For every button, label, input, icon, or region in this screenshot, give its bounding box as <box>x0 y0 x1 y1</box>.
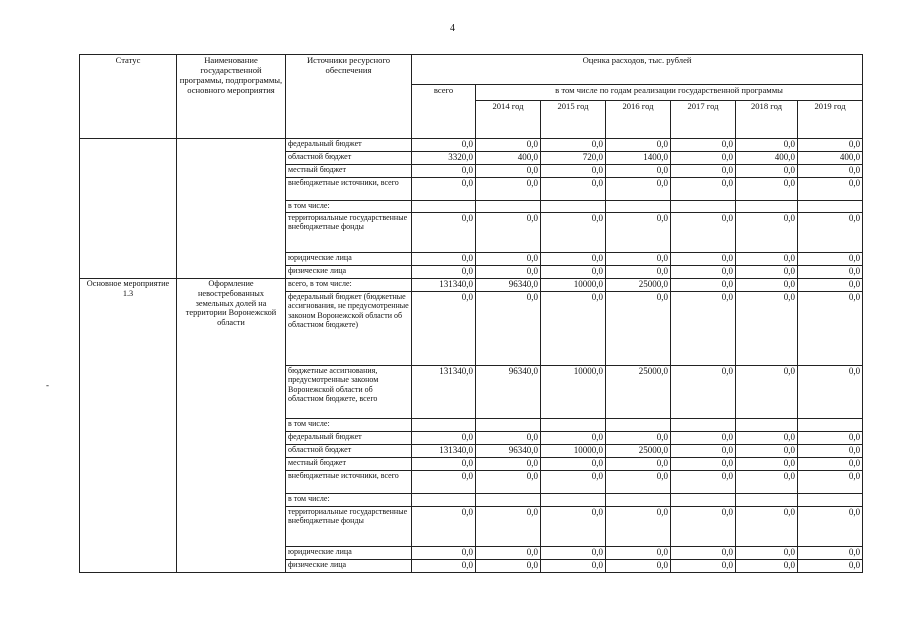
value-cell: 0,0 <box>736 292 798 366</box>
value-cell: 0,0 <box>541 507 606 547</box>
value-cell: 0,0 <box>541 139 606 152</box>
value-cell: 0,0 <box>606 165 671 178</box>
value-cell: 0,0 <box>476 213 541 253</box>
value-cell: 0,0 <box>541 432 606 445</box>
value-cell: 0,0 <box>798 279 863 292</box>
header-name: Наименование государственной программы, подпрограммы, основного мероприятия <box>177 55 286 139</box>
value-cell <box>671 419 736 432</box>
value-cell <box>736 419 798 432</box>
value-cell: 0,0 <box>671 292 736 366</box>
value-cell: 131340,0 <box>412 366 476 419</box>
value-cell: 0,0 <box>798 178 863 201</box>
source-cell: федеральный бюджет <box>286 432 412 445</box>
value-cell: 96340,0 <box>476 279 541 292</box>
value-cell: 0,0 <box>671 507 736 547</box>
value-cell: 0,0 <box>476 292 541 366</box>
value-cell <box>736 201 798 213</box>
value-cell: 0,0 <box>671 165 736 178</box>
value-cell <box>476 419 541 432</box>
value-cell: 0,0 <box>606 547 671 560</box>
header-year: 2014 год <box>476 101 541 139</box>
value-cell: 0,0 <box>736 560 798 573</box>
value-cell: 0,0 <box>671 266 736 279</box>
value-cell: 0,0 <box>541 292 606 366</box>
value-cell: 0,0 <box>798 458 863 471</box>
page-number: 4 <box>450 23 455 34</box>
value-cell: 0,0 <box>671 139 736 152</box>
value-cell: 0,0 <box>671 366 736 419</box>
source-cell: в том числе: <box>286 494 412 507</box>
value-cell: 0,0 <box>412 471 476 494</box>
value-cell: 0,0 <box>798 165 863 178</box>
value-cell: 0,0 <box>606 560 671 573</box>
source-cell: всего, в том числе: <box>286 279 412 292</box>
value-cell: 0,0 <box>476 471 541 494</box>
value-cell: 400,0 <box>798 152 863 165</box>
value-cell <box>606 494 671 507</box>
value-cell: 0,0 <box>476 432 541 445</box>
value-cell: 0,0 <box>412 507 476 547</box>
source-cell: в том числе: <box>286 201 412 213</box>
header-year: 2017 год <box>671 101 736 139</box>
value-cell: 0,0 <box>671 458 736 471</box>
value-cell: 0,0 <box>412 432 476 445</box>
value-cell: 0,0 <box>412 139 476 152</box>
program-name-cell <box>177 139 286 279</box>
value-cell <box>798 419 863 432</box>
value-cell: 0,0 <box>736 471 798 494</box>
value-cell: 0,0 <box>671 445 736 458</box>
header-year: 2018 год <box>736 101 798 139</box>
value-cell: 0,0 <box>736 458 798 471</box>
value-cell: 0,0 <box>736 432 798 445</box>
value-cell: 0,0 <box>476 253 541 266</box>
value-cell: 0,0 <box>798 213 863 253</box>
header-by-years: в том числе по годам реализации государственной программы <box>476 85 863 101</box>
status-cell <box>80 139 177 279</box>
value-cell: 0,0 <box>671 471 736 494</box>
value-cell <box>412 494 476 507</box>
value-cell <box>412 201 476 213</box>
value-cell: 0,0 <box>476 507 541 547</box>
value-cell: 0,0 <box>736 279 798 292</box>
value-cell: 0,0 <box>541 458 606 471</box>
value-cell: 0,0 <box>541 178 606 201</box>
value-cell: 0,0 <box>606 178 671 201</box>
value-cell: 0,0 <box>541 547 606 560</box>
budget-table <box>79 54 863 573</box>
value-cell: 0,0 <box>412 178 476 201</box>
value-cell: 0,0 <box>412 292 476 366</box>
value-cell: 10000,0 <box>541 279 606 292</box>
value-cell: 0,0 <box>541 213 606 253</box>
value-cell: 0,0 <box>476 266 541 279</box>
source-cell: внебюджетные источники, всего <box>286 471 412 494</box>
value-cell <box>736 494 798 507</box>
value-cell: 131340,0 <box>412 279 476 292</box>
value-cell: 25000,0 <box>606 445 671 458</box>
value-cell: 0,0 <box>736 253 798 266</box>
source-cell: физические лица <box>286 266 412 279</box>
source-cell: внебюджетные источники, всего <box>286 178 412 201</box>
value-cell <box>476 494 541 507</box>
value-cell <box>798 201 863 213</box>
value-cell: 96340,0 <box>476 366 541 419</box>
source-cell: федеральный бюджет (бюджетные ассигнования, не предусмотренные законом Воронежской области об областном бюджете) <box>286 292 412 366</box>
value-cell <box>606 201 671 213</box>
source-cell: федеральный бюджет <box>286 139 412 152</box>
source-cell: в том числе: <box>286 419 412 432</box>
value-cell: 131340,0 <box>412 445 476 458</box>
value-cell: 0,0 <box>798 471 863 494</box>
value-cell: 0,0 <box>798 366 863 419</box>
header-year: 2015 год <box>541 101 606 139</box>
value-cell: 0,0 <box>798 139 863 152</box>
source-cell: территориальные государственные внебюджетные фонды <box>286 213 412 253</box>
source-cell: местный бюджет <box>286 458 412 471</box>
value-cell: 0,0 <box>412 547 476 560</box>
header-estimate: Оценка расходов, тыс. рублей <box>412 55 863 85</box>
value-cell: 720,0 <box>541 152 606 165</box>
value-cell: 0,0 <box>606 213 671 253</box>
value-cell: 0,0 <box>798 560 863 573</box>
value-cell <box>412 419 476 432</box>
status-cell: Основное мероприятие 1.3 <box>80 279 177 573</box>
value-cell: 0,0 <box>541 471 606 494</box>
value-cell: 0,0 <box>671 213 736 253</box>
program-name-cell: Оформление невостребованных земельных долей на территории Воронежской области <box>177 279 286 573</box>
value-cell <box>606 419 671 432</box>
value-cell: 96340,0 <box>476 445 541 458</box>
value-cell: 0,0 <box>736 366 798 419</box>
value-cell: 0,0 <box>798 253 863 266</box>
value-cell: 1400,0 <box>606 152 671 165</box>
value-cell: 0,0 <box>541 560 606 573</box>
value-cell: 0,0 <box>671 560 736 573</box>
header-year: 2016 год <box>606 101 671 139</box>
header-total: всего <box>412 85 476 139</box>
value-cell: 0,0 <box>412 213 476 253</box>
value-cell: 10000,0 <box>541 445 606 458</box>
source-cell: юридические лица <box>286 253 412 266</box>
value-cell <box>541 201 606 213</box>
value-cell <box>541 494 606 507</box>
value-cell: 0,0 <box>671 178 736 201</box>
value-cell: 0,0 <box>736 507 798 547</box>
margin-mark: - <box>46 380 49 390</box>
value-cell <box>541 419 606 432</box>
value-cell: 0,0 <box>671 432 736 445</box>
value-cell: 0,0 <box>798 292 863 366</box>
value-cell <box>671 494 736 507</box>
header-status: Статус <box>80 55 177 139</box>
value-cell: 0,0 <box>541 266 606 279</box>
value-cell: 0,0 <box>541 253 606 266</box>
value-cell: 0,0 <box>671 547 736 560</box>
value-cell: 0,0 <box>541 165 606 178</box>
header-year: 2019 год <box>798 101 863 139</box>
value-cell: 0,0 <box>606 458 671 471</box>
block2-body <box>80 279 863 573</box>
value-cell <box>476 201 541 213</box>
value-cell: 0,0 <box>798 547 863 560</box>
value-cell: 0,0 <box>606 253 671 266</box>
value-cell: 0,0 <box>736 266 798 279</box>
value-cell: 0,0 <box>606 471 671 494</box>
value-cell: 0,0 <box>671 253 736 266</box>
header-sources: Источники ресурсного обеспечения <box>286 55 412 139</box>
value-cell: 0,0 <box>671 279 736 292</box>
source-cell: областной бюджет <box>286 152 412 165</box>
value-cell: 0,0 <box>798 507 863 547</box>
value-cell: 0,0 <box>606 266 671 279</box>
value-cell: 0,0 <box>606 139 671 152</box>
value-cell: 25000,0 <box>606 279 671 292</box>
value-cell: 0,0 <box>476 547 541 560</box>
value-cell: 0,0 <box>476 165 541 178</box>
value-cell: 0,0 <box>736 165 798 178</box>
value-cell: 0,0 <box>412 266 476 279</box>
block1-body <box>80 139 863 279</box>
value-cell: 0,0 <box>736 445 798 458</box>
value-cell: 400,0 <box>476 152 541 165</box>
value-cell <box>671 201 736 213</box>
table-row <box>80 279 863 292</box>
value-cell <box>798 494 863 507</box>
value-cell: 0,0 <box>476 458 541 471</box>
value-cell: 0,0 <box>606 292 671 366</box>
value-cell: 0,0 <box>736 547 798 560</box>
value-cell: 0,0 <box>736 139 798 152</box>
value-cell: 0,0 <box>798 432 863 445</box>
value-cell: 0,0 <box>476 560 541 573</box>
source-cell: областной бюджет <box>286 445 412 458</box>
source-cell: местный бюджет <box>286 165 412 178</box>
value-cell: 25000,0 <box>606 366 671 419</box>
value-cell: 0,0 <box>736 213 798 253</box>
value-cell: 0,0 <box>412 253 476 266</box>
value-cell: 0,0 <box>412 165 476 178</box>
value-cell: 0,0 <box>736 178 798 201</box>
table-row <box>80 139 863 152</box>
value-cell: 0,0 <box>798 445 863 458</box>
value-cell: 0,0 <box>476 178 541 201</box>
value-cell: 400,0 <box>736 152 798 165</box>
value-cell: 0,0 <box>798 266 863 279</box>
value-cell: 3320,0 <box>412 152 476 165</box>
source-cell: бюджетные ассигнования, предусмотренные законом Воронежской области об областном бюджете, всего <box>286 366 412 419</box>
value-cell: 10000,0 <box>541 366 606 419</box>
source-cell: физические лица <box>286 560 412 573</box>
value-cell: 0,0 <box>412 560 476 573</box>
value-cell: 0,0 <box>606 432 671 445</box>
value-cell: 0,0 <box>671 152 736 165</box>
value-cell: 0,0 <box>476 139 541 152</box>
source-cell: юридические лица <box>286 547 412 560</box>
value-cell: 0,0 <box>412 458 476 471</box>
value-cell: 0,0 <box>606 507 671 547</box>
source-cell: территориальные государственные внебюджетные фонды <box>286 507 412 547</box>
